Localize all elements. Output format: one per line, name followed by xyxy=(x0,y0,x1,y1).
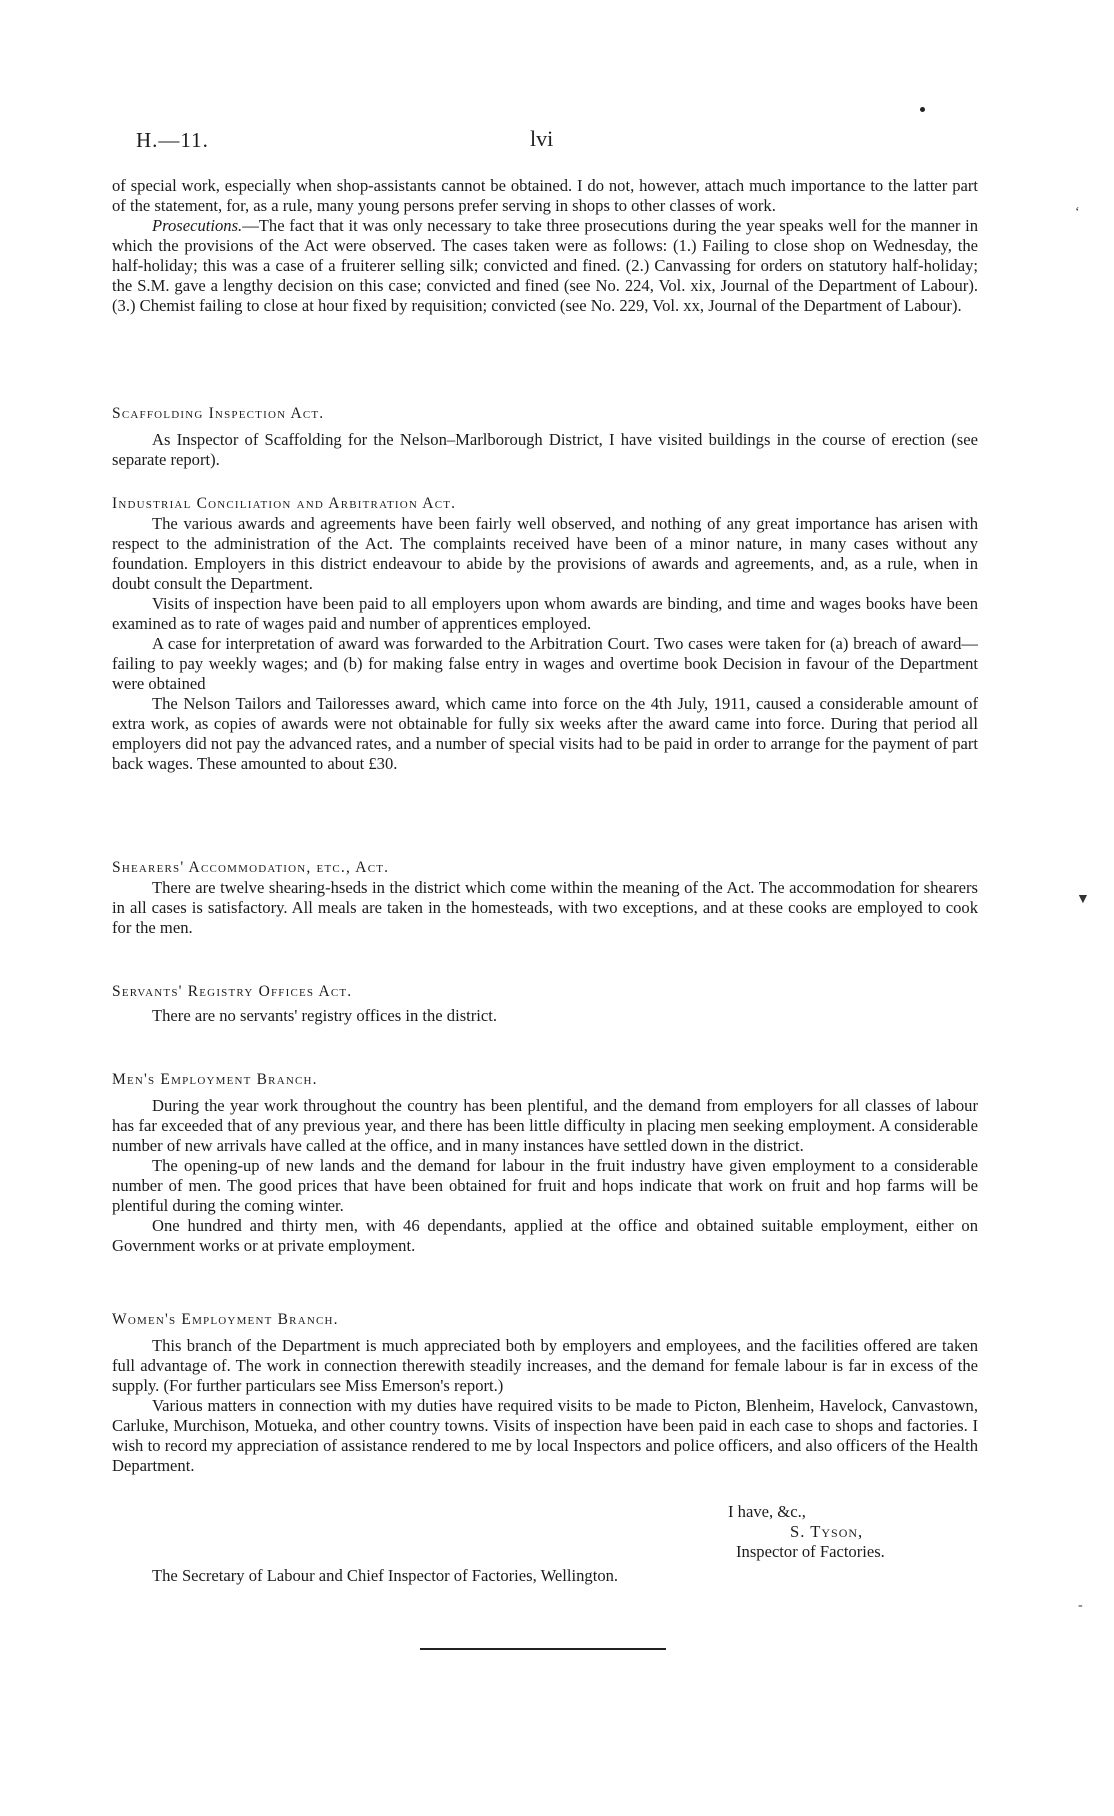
shearers-heading: Shearers' Accommodation, etc., Act. xyxy=(112,859,390,876)
industrial-paragraph-2: Visits of inspection have been paid to all employers upon whom awards are binding, and time and wages books have been examined as to rate of wages paid and number of apprentices employed. xyxy=(112,594,978,633)
prosecutions-label: Prosecutions. xyxy=(152,216,243,235)
womens-paragraph-2: Various matters in connection with my duties have required visits to be made to Picton, Blenheim, Havelock, Canvastown, Carluke, Murchison, Motueka, and other country towns. Visits of inspection have been paid in each case to shops and factories. I wish to record my appreciation of assistance rendered to me by local Inspectors and police officers, and also officers of the Health Department. xyxy=(112,1396,978,1475)
addressee-line: The Secretary of Labour and Chief Inspector of Factories, Wellington. xyxy=(152,1566,619,1585)
margin-mark: ‘ xyxy=(1075,205,1080,220)
womens-section xyxy=(112,1310,978,1476)
industrial-paragraph-3: A case for interpretation of award was forwarded to the Arbitration Court. Two cases were taken for (a) breach of award—failing to pay weekly wages; and (b) for making false entry in wages and overtime book Decision in favour of the Department were obtained xyxy=(112,634,978,693)
intro-paragraph: of special work, especially when shop-assistants cannot be obtained. I do not, however, attach much importance to the latter part of the statement, for, as a rule, many young persons prefer serving in shops to other classes of work. xyxy=(112,176,978,215)
intro-section xyxy=(112,176,978,316)
shearers-paragraph: There are twelve shearing-hseds in the district which come within the meaning of the Act. The accommodation for shearers in all cases is satisfactory. All meals are taken in the homesteads, with two exceptions, and at these cooks are employed to cook for the men. xyxy=(112,878,978,937)
signatory-name: S. Tyson, xyxy=(790,1522,864,1541)
mens-paragraph-1: During the year work throughout the country has been plentiful, and the demand from employers for all classes of labour has far exceeded that of any previous year, and there has been little difficulty in placing men seeking employment. A considerable number of new arrivals have called at the office, and in many instances have settled down in the district. xyxy=(112,1096,978,1155)
prosecutions-paragraph xyxy=(112,216,978,316)
womens-paragraph-1: This branch of the Department is much appreciated both by employers and employees, and the facilities offered are taken full advantage of. The work in connection therewith steadily increases, and the demand for female labour is far in excess of the supply. (For further particulars see Miss Emerson's report.) xyxy=(112,1336,978,1395)
womens-heading: Women's Employment Branch. xyxy=(112,1311,339,1328)
mens-paragraph-2: The opening-up of new lands and the demand for labour in the fruit industry have given employment to a considerable number of men. The good prices that have been obtained for fruit and hops indicate that work on fruit and hop farms will be plentiful during the coming winter. xyxy=(112,1156,978,1215)
shearers-section xyxy=(112,858,978,938)
scaffolding-paragraph: As Inspector of Scaffolding for the Nelson–Marlborough District, I have visited buildings in the course of erection (see separate report). xyxy=(112,430,978,469)
mens-heading: Men's Employment Branch. xyxy=(112,1071,318,1088)
industrial-section xyxy=(112,494,978,774)
closing-rule xyxy=(420,1648,666,1650)
closing-line: I have, &c., xyxy=(728,1502,806,1521)
document-code: H.—11. xyxy=(136,128,209,152)
servants-section xyxy=(112,982,978,1026)
scaffolding-heading: Scaffolding Inspection Act. xyxy=(112,405,325,422)
industrial-paragraph-4: The Nelson Tailors and Tailoresses award, which came into force on the 4th July, 1911, caused a considerable amount of extra work, as copies of awards were not obtainable for fully six weeks after the award came into force. During that period all employers did not pay the advanced rates, and a number of special visits had to be paid in order to arrange for the payment of part back wages. These amounted to about £30. xyxy=(112,694,978,773)
servants-paragraph: There are no servants' registry offices in the district. xyxy=(152,1006,498,1025)
mens-section xyxy=(112,1070,978,1256)
industrial-heading: Industrial Conciliation and Arbitration Act. xyxy=(112,495,457,512)
page-dot-mark xyxy=(920,107,925,112)
margin-mark: ‐ xyxy=(1078,1598,1083,1613)
industrial-paragraph-1: The various awards and agreements have been fairly well observed, and nothing of any great importance has arisen with respect to the administration of the Act. The complaints received have been of a minor nature, in many cases without any foundation. Employers in this district endeavour to abide by the provisions of awards and agreements, and, as a rule, when in doubt consult the Department. xyxy=(112,514,978,593)
prosecutions-text: —The fact that it was only necessary to take three prosecutions during the year speaks well for the manner in which the provisions of the Act were observed. The cases taken were as follows: (1.) Failing to close shop on Wednesday, the half-holiday; this was a case of a fruiterer selling silk; convicted and fined. (2.) Canvassing for orders on statutory half-holiday; the S.M. gave a lengthy decision on this case; convicted and fined (see No. 224, Vol. xix, Journal of the Department of Labour). (3.) Chemist failing to close at hour fixed by requisition; convicted (see No. 229, Vol. xx, Journal of the Department of Labour). xyxy=(112,216,978,315)
servants-heading: Servants' Registry Offices Act. xyxy=(112,983,353,1000)
page-number: lvi xyxy=(530,126,554,151)
margin-mark: ▼ xyxy=(1076,892,1090,907)
scaffolding-section xyxy=(112,404,978,470)
mens-paragraph-3: One hundred and thirty men, with 46 dependants, applied at the office and obtained suitable employment, either on Government works or at private employment. xyxy=(112,1216,978,1255)
signatory-title: Inspector of Factories. xyxy=(736,1542,885,1561)
